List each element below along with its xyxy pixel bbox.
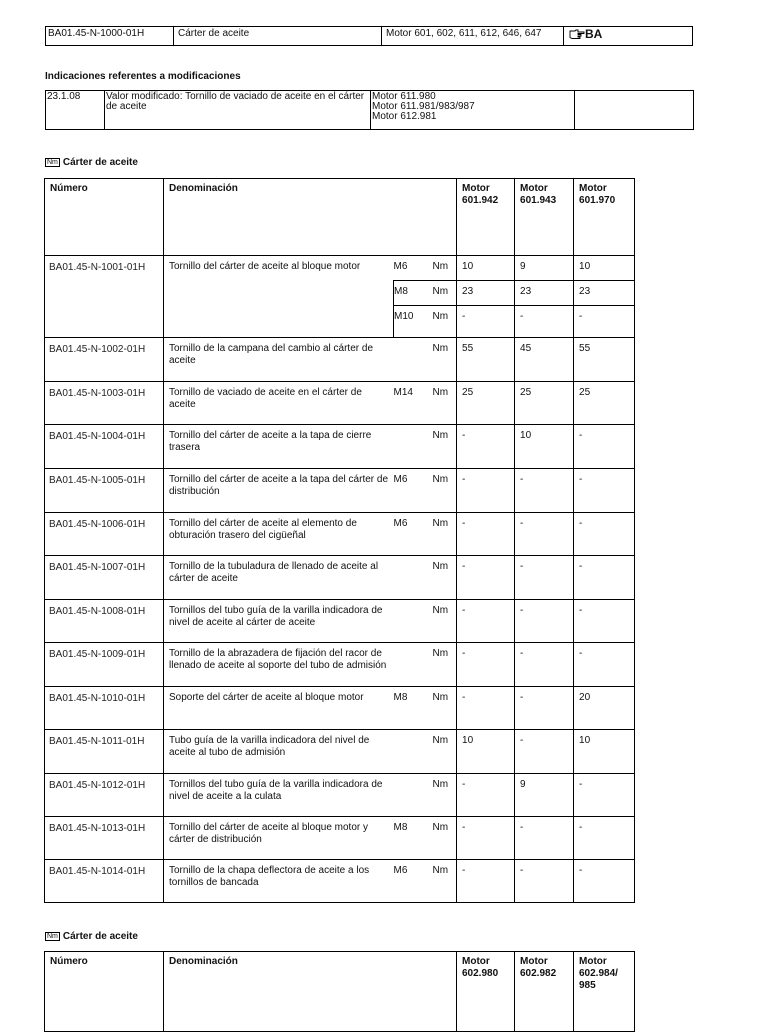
row-value: - xyxy=(515,513,574,556)
row-value: - xyxy=(457,469,515,513)
row-size xyxy=(394,730,433,774)
document-header-bar xyxy=(45,26,693,46)
row-value: - xyxy=(515,817,574,860)
table-header-row xyxy=(45,952,635,1032)
col-numero-header: Número xyxy=(45,179,164,256)
row-size: M6 xyxy=(394,513,433,556)
row-code: BA01.45-N-1011-01H xyxy=(45,730,164,774)
row-code: BA01.45-N-1013-01H xyxy=(45,817,164,860)
row-value: 10 xyxy=(574,256,635,281)
row-value: - xyxy=(574,600,635,643)
row-value: 10 xyxy=(457,730,515,774)
row-value: - xyxy=(515,687,574,730)
table-row xyxy=(45,730,635,774)
row-value: - xyxy=(457,425,515,469)
col-numero-header: Número xyxy=(45,952,164,1032)
motor-header: Motor 601.942 xyxy=(457,179,515,256)
row-size: M6 xyxy=(394,469,433,513)
row-value: - xyxy=(457,687,515,730)
row-unit: Nm xyxy=(433,556,457,600)
modification-engines xyxy=(372,92,475,122)
motor-header: Motor 602.984/ 985 xyxy=(574,952,635,1032)
row-value: - xyxy=(574,643,635,687)
row-value: 45 xyxy=(515,338,574,382)
row-value: 23 xyxy=(457,281,515,306)
row-value: - xyxy=(574,425,635,469)
table-row xyxy=(45,643,635,687)
row-unit: Nm xyxy=(433,643,457,687)
row-value: 25 xyxy=(574,382,635,425)
row-value: - xyxy=(457,556,515,600)
row-value: - xyxy=(574,774,635,817)
row-value: - xyxy=(574,817,635,860)
row-unit: Nm xyxy=(433,256,457,281)
divider xyxy=(370,91,371,129)
row-unit: Nm xyxy=(433,687,457,730)
table-row xyxy=(45,469,635,513)
row-value: 9 xyxy=(515,256,574,281)
row-value: - xyxy=(457,860,515,903)
row-denominacion: Tornillos del tubo guía de la varilla indicadora de nivel de aceite a la culata xyxy=(164,774,394,817)
divider xyxy=(381,27,382,45)
row-unit: Nm xyxy=(433,817,457,860)
row-unit: Nm xyxy=(433,513,457,556)
row-value: 10 xyxy=(457,256,515,281)
divider xyxy=(563,27,564,45)
table-row xyxy=(45,860,635,903)
row-value: - xyxy=(515,643,574,687)
row-denominacion: Tornillo de la campana del cambio al cárter de aceite xyxy=(164,338,394,382)
doc-code: BA01.45-N-1000-01H xyxy=(48,28,145,39)
row-size: M8 xyxy=(394,687,433,730)
row-size: M14 xyxy=(394,382,433,425)
modifications-table xyxy=(45,90,694,130)
row-unit: Nm xyxy=(433,281,457,306)
torque-nm-icon: Nm xyxy=(47,933,58,940)
modification-description: Valor modificado: Tornillo de vaciado de aceite en el cárter de aceite xyxy=(106,91,365,112)
row-value: - xyxy=(515,730,574,774)
row-value: - xyxy=(457,774,515,817)
col-denominacion-header: Denominación xyxy=(164,952,457,1032)
row-unit: Nm xyxy=(433,338,457,382)
row-value: - xyxy=(574,860,635,903)
motor-header: Motor 602.982 xyxy=(515,952,574,1032)
row-value: - xyxy=(457,600,515,643)
row-size xyxy=(394,425,433,469)
modification-engine: Motor 611.980 xyxy=(372,91,436,102)
row-code: BA01.45-N-1014-01H xyxy=(45,860,164,903)
row-unit: Nm xyxy=(433,306,457,338)
row-value: 55 xyxy=(457,338,515,382)
table-row xyxy=(45,687,635,730)
row-value: - xyxy=(574,556,635,600)
row-code: BA01.45-N-1007-01H xyxy=(45,556,164,600)
row-denominacion: Tornillo del cárter de aceite al bloque motor xyxy=(164,256,394,338)
row-size xyxy=(394,556,433,600)
row-unit: Nm xyxy=(433,469,457,513)
modification-date: 23.1.08 xyxy=(47,91,81,102)
row-size xyxy=(394,774,433,817)
torque-table-1 xyxy=(44,178,635,903)
row-value: - xyxy=(515,860,574,903)
ba-badge[interactable] xyxy=(567,28,602,46)
row-unit: Nm xyxy=(433,382,457,425)
table2-title: Cárter de aceite xyxy=(62,931,138,942)
row-denominacion: Tornillo de la abrazadera de fijación del racor de llenado de aceite al soporte del tubo de admisión xyxy=(164,643,394,687)
row-size xyxy=(394,600,433,643)
divider xyxy=(574,91,575,129)
modification-engine: Motor 611.981/983/987 xyxy=(372,101,475,112)
table2-heading xyxy=(45,931,138,942)
pointing-hand-icon xyxy=(569,29,585,39)
row-value: 23 xyxy=(515,281,574,306)
row-code: BA01.45-N-1001-01H xyxy=(45,256,164,338)
motor-header: Motor 601.943 xyxy=(515,179,574,256)
table-header-row xyxy=(45,179,635,256)
row-value: - xyxy=(515,556,574,600)
row-size: M8 xyxy=(394,281,433,306)
divider xyxy=(173,27,174,45)
table-row xyxy=(45,817,635,860)
table-row xyxy=(45,425,635,469)
table-row xyxy=(45,338,635,382)
divider xyxy=(104,91,105,129)
row-denominacion: Tornillo del cárter de aceite a la tapa del cárter de distribución xyxy=(164,469,394,513)
motor-header: Motor 602.980 xyxy=(457,952,515,1032)
row-unit: Nm xyxy=(433,730,457,774)
row-value: 25 xyxy=(515,382,574,425)
row-value: - xyxy=(515,469,574,513)
row-code: BA01.45-N-1012-01H xyxy=(45,774,164,817)
row-unit: Nm xyxy=(433,600,457,643)
row-denominacion: Soporte del cárter de aceite al bloque motor xyxy=(164,687,394,730)
row-size: M6 xyxy=(394,256,433,281)
table-row xyxy=(45,774,635,817)
row-denominacion: Tornillo de vaciado de aceite en el cárter de aceite xyxy=(164,382,394,425)
row-value: - xyxy=(457,643,515,687)
torque-nm-icon: Nm xyxy=(47,159,58,166)
row-value: - xyxy=(457,817,515,860)
motor-header: Motor 601.970 xyxy=(574,179,635,256)
row-value: - xyxy=(457,306,515,338)
row-code: BA01.45-N-1010-01H xyxy=(45,687,164,730)
row-unit: Nm xyxy=(433,425,457,469)
col-denominacion-header: Denominación xyxy=(164,179,457,256)
table1-heading xyxy=(45,157,138,168)
table-row xyxy=(45,382,635,425)
row-value: - xyxy=(574,306,635,338)
row-value: 20 xyxy=(574,687,635,730)
row-code: BA01.45-N-1005-01H xyxy=(45,469,164,513)
table-row xyxy=(45,600,635,643)
row-denominacion: Tornillo del cárter de aceite al bloque motor y cárter de distribución xyxy=(164,817,394,860)
row-unit: Nm xyxy=(433,774,457,817)
row-denominacion: Tornillo de la chapa deflectora de aceite a los tornillos de bancada xyxy=(164,860,394,903)
row-code: BA01.45-N-1004-01H xyxy=(45,425,164,469)
row-size: M8 xyxy=(394,817,433,860)
row-denominacion: Tornillo del cárter de aceite a la tapa de cierre trasera xyxy=(164,425,394,469)
row-value: - xyxy=(574,513,635,556)
row-code: BA01.45-N-1002-01H xyxy=(45,338,164,382)
modifications-heading: Indicaciones referentes a modificaciones xyxy=(45,71,241,82)
table-row xyxy=(45,556,635,600)
row-code: BA01.45-N-1009-01H xyxy=(45,643,164,687)
doc-title: Cárter de aceite xyxy=(178,28,250,39)
row-value: 25 xyxy=(457,382,515,425)
row-denominacion: Tubo guía de la varilla indicadora del nivel de aceite al tubo de admisión xyxy=(164,730,394,774)
row-code: BA01.45-N-1006-01H xyxy=(45,513,164,556)
row-value: - xyxy=(515,600,574,643)
row-size: M10 xyxy=(394,306,433,338)
torque-table-2 xyxy=(44,951,635,1032)
table-row xyxy=(45,513,635,556)
ba-label: BA xyxy=(585,27,603,41)
row-denominacion: Tornillos del tubo guía de la varilla indicadora de nivel de aceite al cárter de aceite xyxy=(164,600,394,643)
row-size: M6 xyxy=(394,860,433,903)
row-value: 9 xyxy=(515,774,574,817)
row-value: - xyxy=(574,469,635,513)
row-value: - xyxy=(515,306,574,338)
row-denominacion: Tornillo de la tubuladura de llenado de aceite al cárter de aceite xyxy=(164,556,394,600)
row-code: BA01.45-N-1008-01H xyxy=(45,600,164,643)
row-denominacion: Tornillo del cárter de aceite al elemento de obturación trasero del cigüeñal xyxy=(164,513,394,556)
table1-title: Cárter de aceite xyxy=(62,157,138,168)
modification-engine: Motor 612.981 xyxy=(372,111,437,122)
row-value: 23 xyxy=(574,281,635,306)
row-size xyxy=(394,338,433,382)
row-value: 10 xyxy=(574,730,635,774)
row-value: 55 xyxy=(574,338,635,382)
row-unit: Nm xyxy=(433,860,457,903)
row-code: BA01.45-N-1003-01H xyxy=(45,382,164,425)
row-value: - xyxy=(457,513,515,556)
table-row xyxy=(45,256,635,281)
doc-engines: Motor 601, 602, 611, 612, 646, 647 xyxy=(386,28,542,39)
row-size xyxy=(394,643,433,687)
row-value: 10 xyxy=(515,425,574,469)
